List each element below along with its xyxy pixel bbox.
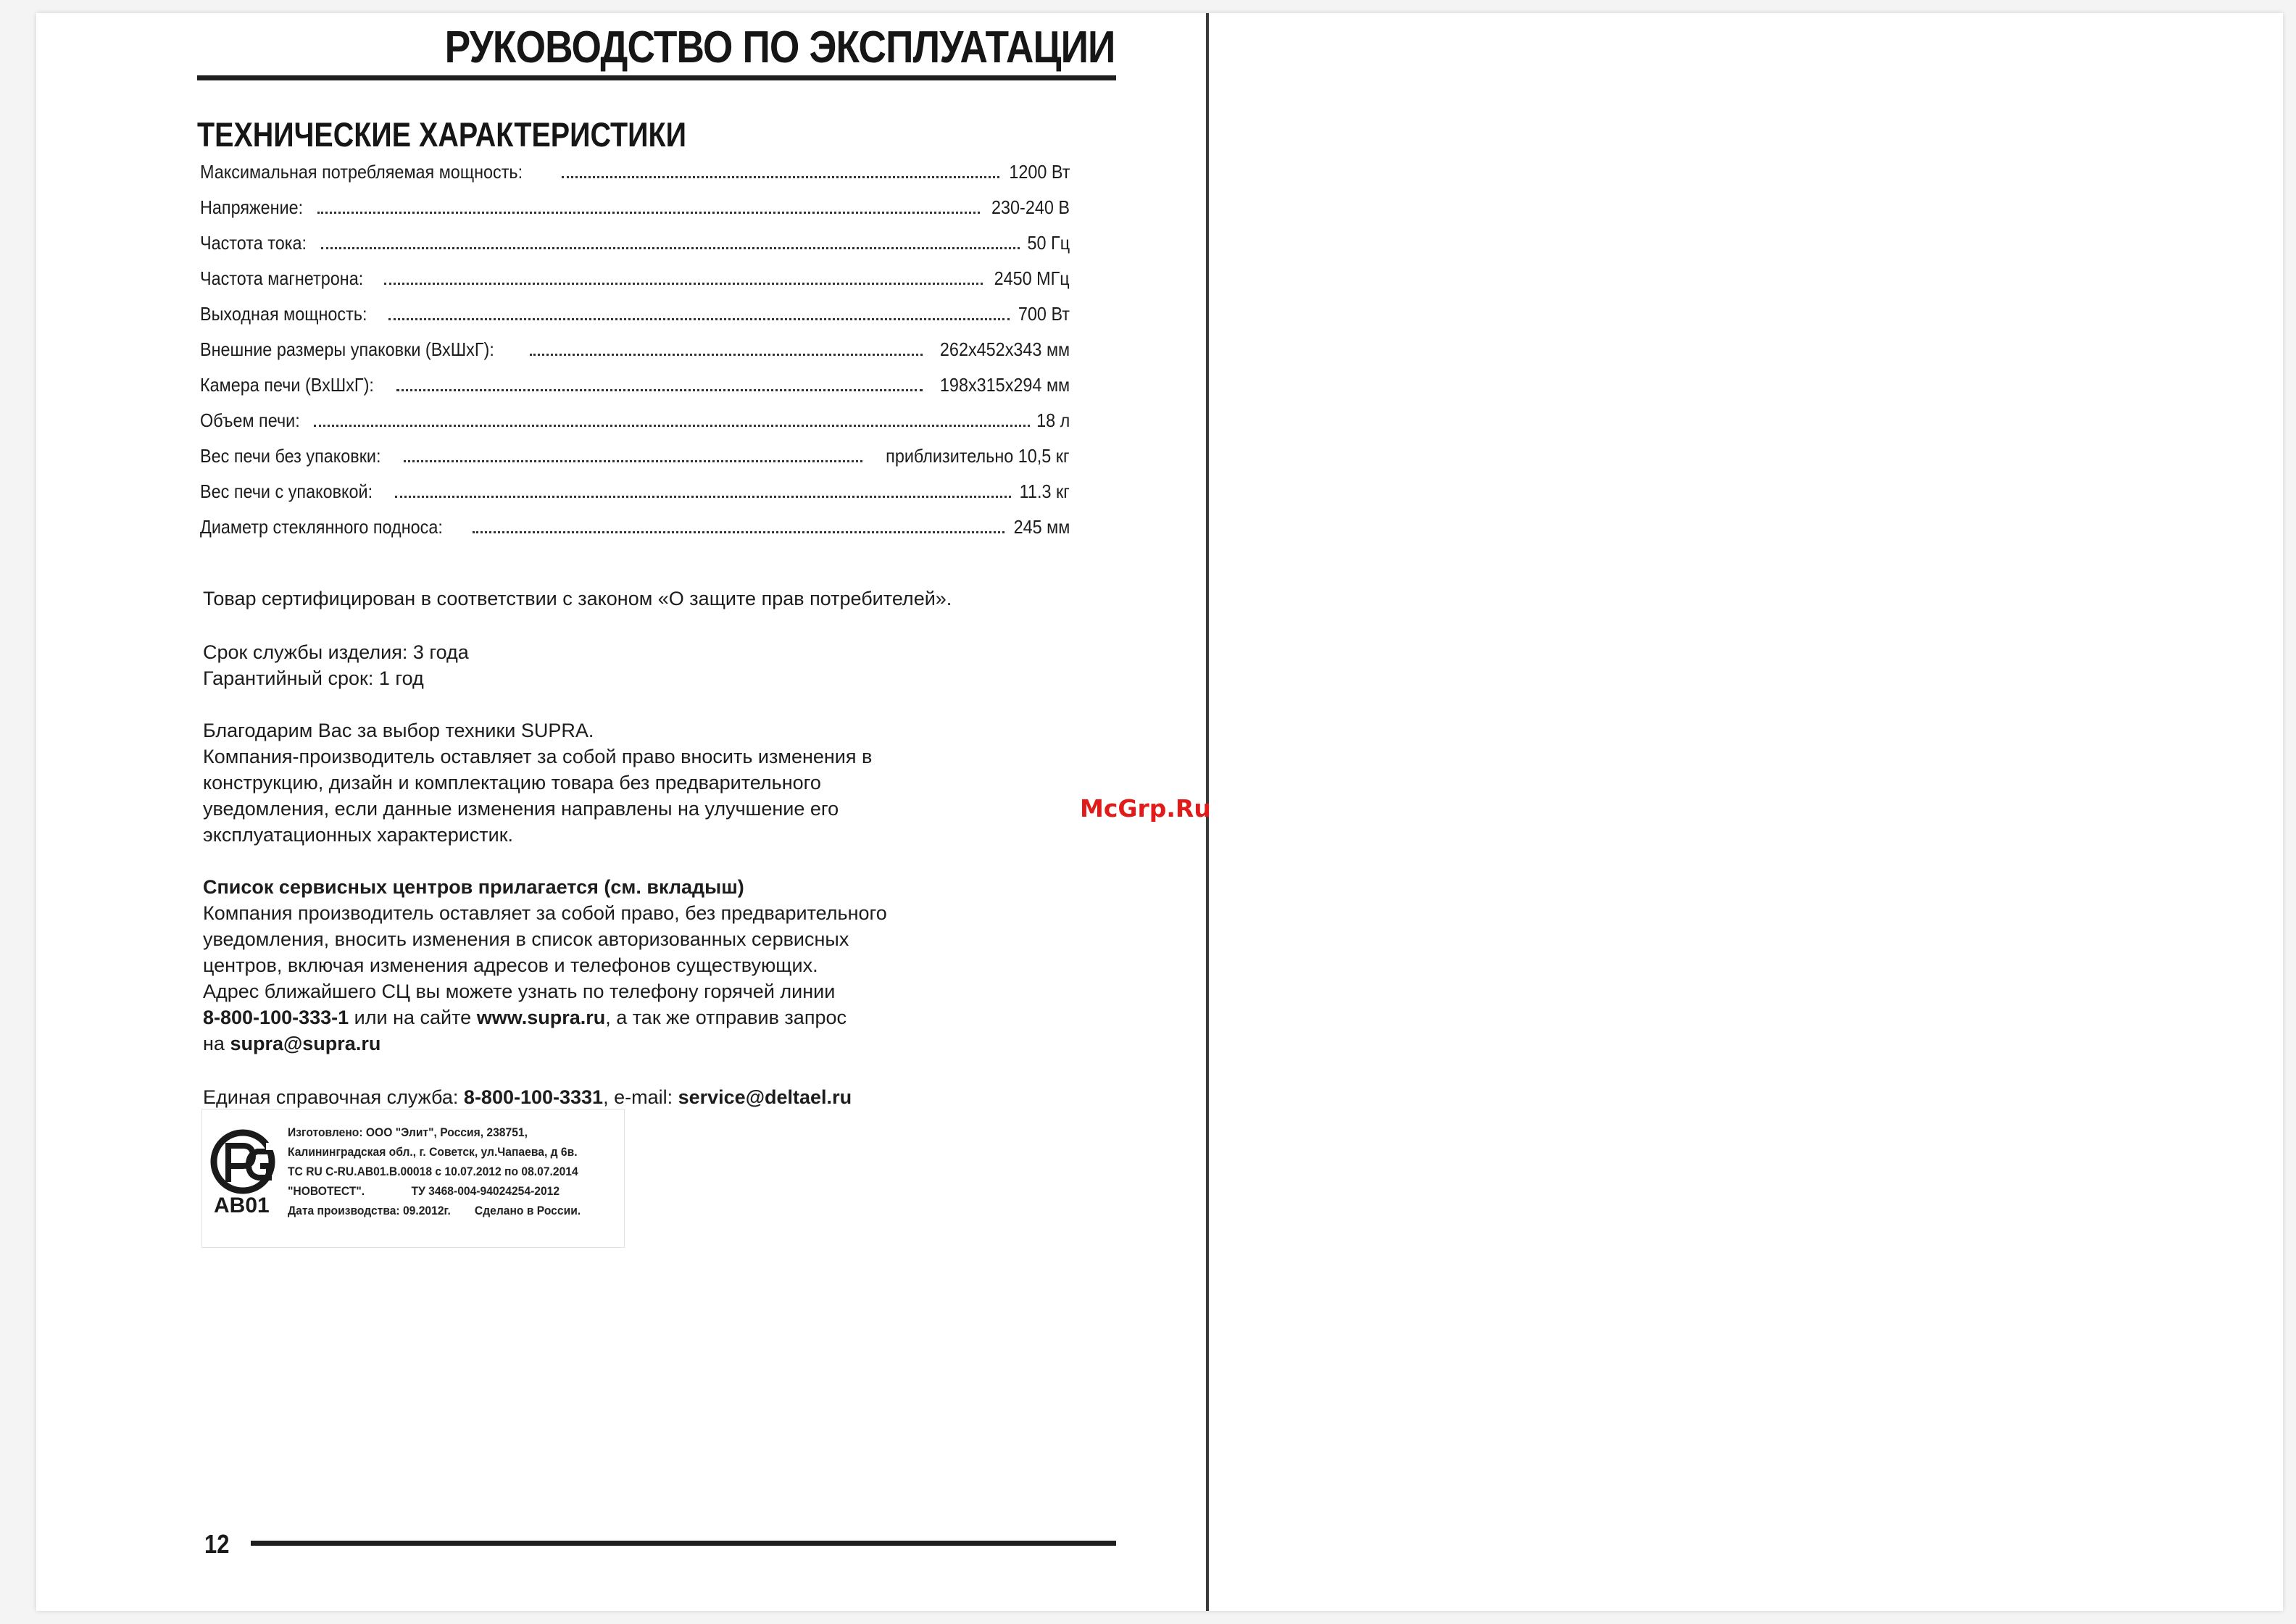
- production-line: [288, 1201, 594, 1220]
- service-centers-line: уведомления, вносить изменения в список авторизованных сервисных: [203, 928, 849, 950]
- header-rule: [197, 75, 1116, 80]
- certifier-line: [288, 1181, 594, 1201]
- watermark: McGrp.Ru: [1080, 794, 1211, 823]
- spec-row: [200, 516, 1070, 551]
- spec-row: [200, 409, 1070, 445]
- warranty-line: Гарантийный срок: 1 год: [203, 667, 424, 689]
- spec-standard: ТУ 3468-004-94024254-2012: [411, 1184, 560, 1198]
- spec-row: [200, 445, 1070, 480]
- certification-note: [203, 586, 1029, 612]
- spec-row: [200, 374, 1070, 409]
- supra-email-link[interactable]: supra@supra.ru: [230, 1033, 381, 1054]
- helpdesk-email-link[interactable]: service@deltael.ru: [678, 1086, 852, 1108]
- also-text: , а так же отправив запрос: [605, 1007, 847, 1028]
- dot-leader: [314, 425, 1030, 427]
- site-link[interactable]: www.supra.ru: [476, 1007, 606, 1028]
- certificate-line: TC RU C-RU.AB01.B.00018 с 10.07.2012 по 08.07.2014: [288, 1165, 578, 1178]
- thanks-line: уведомления, если данные изменения направлены на улучшение его: [203, 798, 839, 820]
- spec-label: Максимальная потребляемая мощность:: [200, 161, 523, 183]
- dot-leader: [395, 496, 1012, 498]
- service-centers-line: Адрес ближайшего СЦ вы можете узнать по телефону горячей линии: [203, 980, 836, 1002]
- spec-row: [200, 480, 1070, 516]
- dot-leader: [388, 318, 1010, 320]
- manufacturer-line: Изготовлено: ООО "Элит", Россия, 238751,: [288, 1125, 528, 1139]
- dot-leader: [384, 283, 983, 285]
- spec-label: Диаметр стеклянного подноса:: [200, 516, 443, 538]
- thanks-block: [203, 717, 1029, 848]
- footer-rule: [251, 1541, 1116, 1546]
- spec-row: [200, 303, 1070, 338]
- spec-label: Выходная мощность:: [200, 303, 367, 325]
- spec-value: 198х315х294 мм: [939, 374, 1070, 396]
- spec-label: Объем печи:: [200, 409, 300, 431]
- spec-row: [200, 267, 1070, 303]
- helpdesk-label: Единая справочная служба:: [203, 1086, 464, 1108]
- on-text: на: [203, 1033, 230, 1054]
- service-life-line: Срок службы изделия: 3 года: [203, 641, 469, 663]
- spec-value: 18 л: [1036, 409, 1070, 431]
- service-centers-block: [203, 874, 1029, 1057]
- certifier-name: "НОВОТЕСТ".: [288, 1184, 365, 1198]
- manufacturer-info: [288, 1123, 621, 1220]
- certification-box: [201, 1109, 625, 1248]
- spec-value: 2450 МГц: [994, 267, 1070, 289]
- spec-row: [200, 161, 1070, 196]
- spec-value: 11.3 кг: [1019, 480, 1070, 502]
- dot-leader: [562, 176, 999, 178]
- thanks-line: эксплуатационных характеристик.: [203, 824, 514, 846]
- service-centers-line: Компания производитель оставляет за собой право, без предварительного: [203, 902, 887, 924]
- dot-leader: [530, 354, 923, 356]
- hotline-phone[interactable]: 8-800-100-333-1: [203, 1007, 349, 1028]
- helpdesk-line: [203, 1084, 1029, 1110]
- certification-text: Товар сертифицирован в соответствии с законом «О защите прав потребителей».: [203, 588, 952, 609]
- or-site-text: или на сайте: [349, 1007, 477, 1028]
- helpdesk-email-label: , e-mail:: [603, 1086, 678, 1108]
- spec-label: Частота тока:: [200, 232, 307, 254]
- dot-leader: [404, 460, 862, 462]
- manufacturer-line: Калининградская обл., г. Советск, ул.Чапаева, д 6в.: [288, 1145, 578, 1159]
- thanks-line: Компания-производитель оставляет за собой право вносить изменения в: [203, 746, 873, 767]
- made-in: Сделано в России.: [474, 1204, 581, 1217]
- dot-leader: [473, 531, 1004, 533]
- thanks-line: конструкцию, дизайн и комплектацию товара без предварительного: [203, 772, 821, 794]
- spec-value: 230-240 В: [991, 196, 1070, 218]
- spec-row: [200, 232, 1070, 267]
- spec-value: 245 мм: [1013, 516, 1070, 538]
- spec-label: Вес печи без упаковки:: [200, 445, 381, 467]
- spec-value: приблизительно 10,5 кг: [886, 445, 1070, 467]
- helpdesk-phone[interactable]: 8-800-100-3331: [463, 1086, 604, 1108]
- service-centers-heading-text: Список сервисных центров прилагается (см. вкладыш): [203, 876, 744, 898]
- spec-value: 700 Вт: [1018, 303, 1070, 325]
- specs-table: [200, 161, 1070, 551]
- spec-label: Напряжение:: [200, 196, 304, 218]
- spec-value: 50 Гц: [1027, 232, 1070, 254]
- page-header-title: РУКОВОДСТВО ПО ЭКСПЛУАТАЦИИ: [444, 22, 1115, 72]
- spec-label: Вес печи с упаковкой:: [200, 480, 373, 502]
- production-date: Дата производства: 09.2012г.: [288, 1204, 451, 1217]
- dot-leader: [321, 247, 1020, 249]
- dot-leader: [396, 389, 923, 391]
- service-centers-line: центров, включая изменения адресов и телефонов существующих.: [203, 954, 818, 976]
- service-centers-heading: [203, 874, 1029, 900]
- spec-value: 262х452х343 мм: [939, 338, 1070, 360]
- spec-label: Камера печи (ВхШхГ):: [200, 374, 374, 396]
- spec-row: [200, 338, 1070, 374]
- specs-section-title: ТЕХНИЧЕСКИЕ ХАРАКТЕРИСТИКИ: [197, 115, 686, 154]
- spec-label: Частота магнетрона:: [200, 267, 364, 289]
- spec-value: 1200 Вт: [1008, 161, 1070, 183]
- page-number: 12: [204, 1529, 230, 1559]
- email-line: [203, 1030, 1029, 1057]
- thanks-line: Благодарим Вас за выбор техники SUPRA.: [203, 720, 594, 741]
- spec-row: [200, 196, 1070, 232]
- spec-label: Внешние размеры упаковки (ВхШхГ):: [200, 338, 494, 360]
- certification-code: АВ01: [214, 1194, 270, 1217]
- hotline-line: [203, 1004, 1029, 1030]
- service-life-block: [203, 639, 1029, 691]
- dot-leader: [317, 212, 980, 214]
